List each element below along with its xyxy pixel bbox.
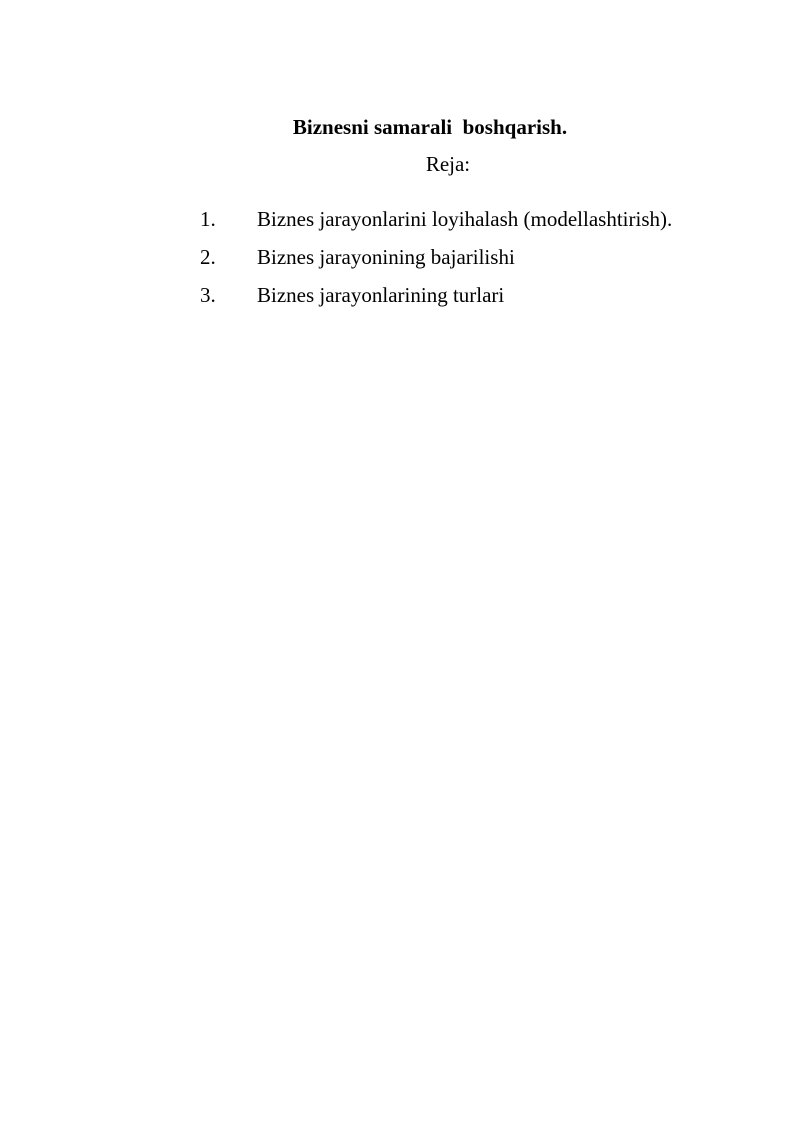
plan-item-text: Biznes jarayonining bajarilishi: [257, 245, 515, 269]
plan-heading: Reja:: [425, 152, 471, 176]
plan-item: [200, 243, 672, 281]
plan-list: [200, 205, 672, 319]
plan-item-number: 2.: [200, 245, 216, 269]
plan-item: [200, 281, 672, 319]
plan-item-text: Biznes jarayonlarini loyihalash (modellashtirish).: [257, 207, 673, 231]
plan-item-text: Biznes jarayonlarining turlari: [257, 283, 505, 307]
plan-item: [200, 205, 672, 243]
plan-item-number: 1.: [200, 207, 216, 231]
document-title: Biznesni samarali boshqarish.: [292, 115, 568, 139]
plan-item-number: 3.: [200, 283, 216, 307]
